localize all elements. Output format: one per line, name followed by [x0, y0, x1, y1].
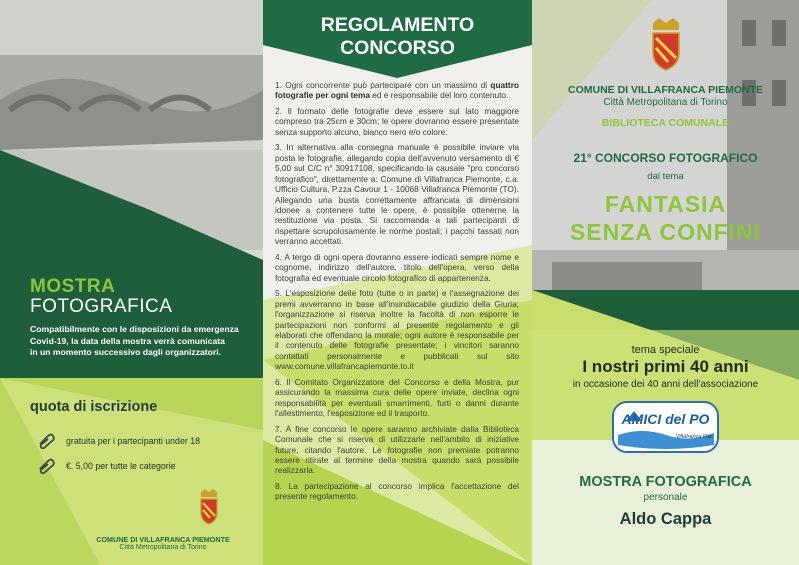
rule-2: 2. Il formato delle fotografie deve essere sul lato maggiore compreso tra 25cm e 30cm; le opere dovranno essere presentate senza supporto alcuno, bianco nero e/o colore. [275, 105, 519, 137]
quota-title: quota di iscrizione [30, 399, 158, 415]
covid-notice: Compatibilmente con le disposizioni da emergenza Covid-19, la data della mostra verrà comunicata in un momento successivo dagli organizzatori. [30, 324, 239, 357]
logo-badge [612, 401, 719, 453]
panel-mostra [0, 0, 263, 565]
coat-of-arms-icon [649, 17, 683, 73]
header-comune: COMUNE DI VILLAFRANCA PIEMONTE [567, 84, 764, 96]
regolamento-title: REGOLAMENTO CONCORSO [320, 14, 475, 59]
paperclip-icon [36, 458, 56, 474]
tema-title: FANTASIA SENZA CONFINI [569, 191, 762, 245]
mostra-title: MOSTRA [30, 276, 116, 297]
coat-of-arms-icon [198, 488, 220, 526]
header-biblioteca: BIBLIOTECA COMUNALE [601, 117, 730, 129]
logo-text: AMICI del PO [621, 411, 710, 427]
mostra-subtitle: FOTOGRAFICA [30, 296, 173, 317]
rule-7: 7. A fine concorso le opere saranno archiviate dalla Biblioteca Comunale che si riserva di utilizzarle nell'ambito di iniziative future, citando l'autore. Le fotografie non premiate potranno essere ritirate al termine della mostra quando sarà possibile realizzarla. [275, 423, 519, 476]
rule-1: 1. Ogni concorrente può partecipare con un massimo di quattro fotografie per ogni tema ed è responsabile del loro contenuto. [275, 80, 519, 101]
dal-tema-label: dal tema [647, 171, 684, 182]
footer-citta: Città Metropolitana di Torino [119, 544, 207, 551]
rule-4: 4. A tergo di ogni opera dovranno essere indicati sempre nome e cognome, indirizzo dell'autore, titolo dell'opera, verso della fotografia ed eventuale circolo fotografico di appartenenza. [275, 251, 519, 283]
quota-item: €. 5,00 per tutte le categorie [36, 458, 176, 474]
mostra-personale-title: MOSTRA FOTOGRAFICA [579, 474, 752, 490]
logo-subtext: Villafranca P.te [675, 434, 712, 440]
concorso-title: 21° CONCORSO FOTOGRAFICO [573, 151, 758, 165]
tema-speciale-title: I nostri primi 40 anni [582, 357, 749, 376]
paperclip-icon [36, 433, 56, 449]
tema-speciale-label: tema speciale [631, 344, 700, 356]
footer-comune: COMUNE DI VILLAFRANCA PIEMONTE [96, 535, 230, 544]
panel-copertina [532, 0, 799, 565]
amici-del-po-logo [612, 401, 719, 453]
autore-name: Aldo Cappa [619, 510, 712, 528]
personale-label: personale [643, 492, 688, 503]
tema-speciale-subtitle: in occasione dei 40 anni dell'associazione [572, 379, 759, 390]
rule-3: 3. In alternativa alla consegna manuale è possibile inviare via posta le fotografie, allegando copia dell'avvenuto versamento di € 5,00 sul C/C n° 30917108, specificando la causale "pro concorso fotografico", direttamente a: Comune di Villafranca Piemonte, c.a. Ufficio Cultura, P.zza Cavour 1 - 10068 Villafranca Piemonte (TO). Allegando una busta correttamente affrancata di dimensioni idonee a contenere tutte le opere, è possibile ottenerne la restituzione via posta. Si raccomanda a tali partecipanti di rispettare scrupolosamente le norme postali; i pacchi tassati non verranno accettati. [275, 142, 519, 247]
quota-item: gratuita per i partecipanti under 18 [36, 433, 200, 449]
panel-regolamento [263, 0, 532, 565]
rule-8: 8. La partecipazione al concorso implica l'accettazione del presente regolamento. [275, 480, 519, 502]
rule-5: 5. L'esposizione delle foto (tutte o in parte) e l'assegnazione dei premi avverranno in base all'insindacabile giudizio della Giuria; l'organizzazione si riserva inoltre la facoltà di non esporre le partecipazioni non conformi al presente regolamento e gli elaborati che offendano la morale; ogni autore è responsabile per il contenuto delle fotografie presentate; i vincitori saranno contattati personalmente e pubblicati sul sito www.comune.villafrancapiemonte.to.it [275, 288, 519, 372]
rule-6: 6. Il Comitato Organizzatore del Concorso e della Mostra, pur assicurando la massima cura delle opere inviate, declina ogni responsabilità per eventuali smarrimenti, furti o danni durante l'allestimento, l'esposizione ed il trasporto. [275, 376, 519, 419]
regolamento-text [275, 80, 519, 507]
header-citta: Città Metropolitana di Torino [603, 97, 728, 108]
